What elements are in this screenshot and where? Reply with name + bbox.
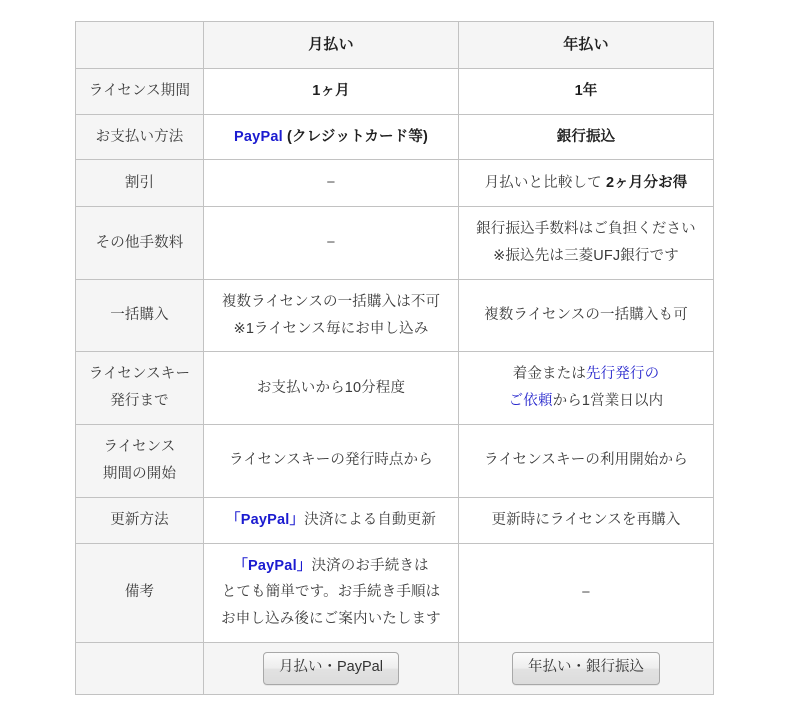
key-issuance-prefix: 着金または [512,366,586,383]
other-fees-line-2: ※振込先は三菱UFJ銀行です [493,248,679,264]
bulk-purchase-line-2: ※1ライセンス毎にお申し込み [233,320,429,337]
cell-yearly-renewal-method [459,497,714,543]
empty-dash: − [326,174,336,192]
cell-yearly-key-issuance-time [459,352,714,425]
cell-monthly-remarks [204,543,459,642]
value-text: 複数ライセンスの一括購入も可 [484,307,688,324]
table-row-license-period [76,68,714,114]
value-text: お支払いから10分程度 [256,379,406,396]
advance-issue-link[interactable]: 先行発行の [586,366,660,383]
remarks-line-3: お申し込み後にご案内いたします [221,611,441,628]
yearly-bank-transfer-button[interactable]: 年払い・銀行振込 [512,652,660,685]
value-text: 1年 [574,82,598,99]
header-monthly: 月払い [204,22,459,69]
cell-monthly-payment-method [204,114,459,160]
value-text: ライセンスキーの利用開始から [484,452,688,469]
cell-monthly-bulk-purchase [204,279,459,352]
table-row-other-fees [76,207,714,280]
cell-yearly-other-fees [459,207,714,280]
row-label-renewal-method: 更新方法 [76,497,204,543]
table-row-payment-method [76,114,714,160]
cell-yearly-license-period [459,68,714,114]
row-label-payment-method: お支払い方法 [76,114,204,160]
cell-yearly-payment-method [459,114,714,160]
row-label-discount: 割引 [76,160,204,207]
table-row-discount [76,160,714,207]
cell-yearly-period-start [459,425,714,498]
value-text: 銀行振込 [556,128,616,145]
row-label-line-1: ライセンスキー [88,366,191,383]
bracket-close: 」 [289,511,305,528]
remarks-line-1-rest: 決済のお手続きは [311,557,429,574]
pricing-comparison-table [75,21,714,695]
cell-yearly-remarks [459,543,714,642]
row-label-other-fees: その他手数料 [76,207,204,280]
bracket-open: 「 [233,557,249,574]
cell-monthly-action [204,642,459,694]
table-header-row [76,22,714,69]
paypal-brand-text: PayPal [234,128,283,145]
row-label-remarks: 備考 [76,543,204,642]
bulk-purchase-line-1: 複数ライセンスの一括購入は不可 [221,293,441,310]
row-label-period-start [76,425,204,498]
paypal-brand-text: PayPal [240,511,290,528]
header-yearly: 年払い [459,22,714,69]
cell-monthly-key-issuance-time [204,352,459,425]
value-text: 1ヶ月 [312,82,350,99]
empty-dash: − [326,234,336,252]
table-row-renewal-method [76,497,714,543]
cell-yearly-bulk-purchase [459,279,714,352]
table-row-bulk-purchase [76,279,714,352]
payment-method-suffix: (クレジットカード等) [282,128,428,145]
footer-corner-cell [76,642,204,694]
bracket-open: 「 [226,511,241,528]
discount-highlight: 2ヶ月分お得 [605,174,688,191]
monthly-paypal-button[interactable]: 月払い・PayPal [263,652,399,685]
cell-yearly-discount [459,160,714,207]
row-label-line-2: 期間の開始 [102,465,177,482]
table-footer-row [76,642,714,694]
table-row-remarks [76,543,714,642]
cell-monthly-license-period [204,68,459,114]
key-issuance-line-2 [465,388,707,415]
cell-monthly-discount [204,160,459,207]
cell-monthly-period-start [204,425,459,498]
discount-prefix: 月払いと比較して [484,174,606,191]
renewal-method-suffix: 決済による自動更新 [304,511,436,528]
header-corner-cell [76,22,204,69]
row-label-bulk-purchase: 一括購入 [76,279,204,352]
value-text: 更新時にライセンスを再購入 [491,511,681,528]
row-label-license-period: ライセンス期間 [76,68,204,114]
cell-monthly-renewal-method [204,497,459,543]
remarks-line-2: とても簡単です。お手続き手順は [221,584,441,601]
row-label-line-1: ライセンス [103,439,176,456]
cell-yearly-action [459,642,714,694]
cell-monthly-other-fees [204,207,459,280]
request-link[interactable]: ご依頼 [508,393,553,410]
table-row-period-start [76,425,714,498]
key-issuance-suffix: から1営業日以内 [552,393,664,410]
paypal-brand-text: PayPal [248,557,297,574]
other-fees-line-1: 銀行振込手数料はご負担ください [476,221,696,238]
remarks-line-1 [210,553,452,580]
table-row-key-issuance-time [76,352,714,425]
row-label-line-2: 発行まで [110,393,169,410]
bracket-close: 」 [296,557,312,574]
empty-dash: − [581,583,591,601]
value-text: ライセンスキーの発行時点から [229,452,433,469]
row-label-key-issuance-time [76,352,204,425]
key-issuance-line-1 [465,361,707,388]
